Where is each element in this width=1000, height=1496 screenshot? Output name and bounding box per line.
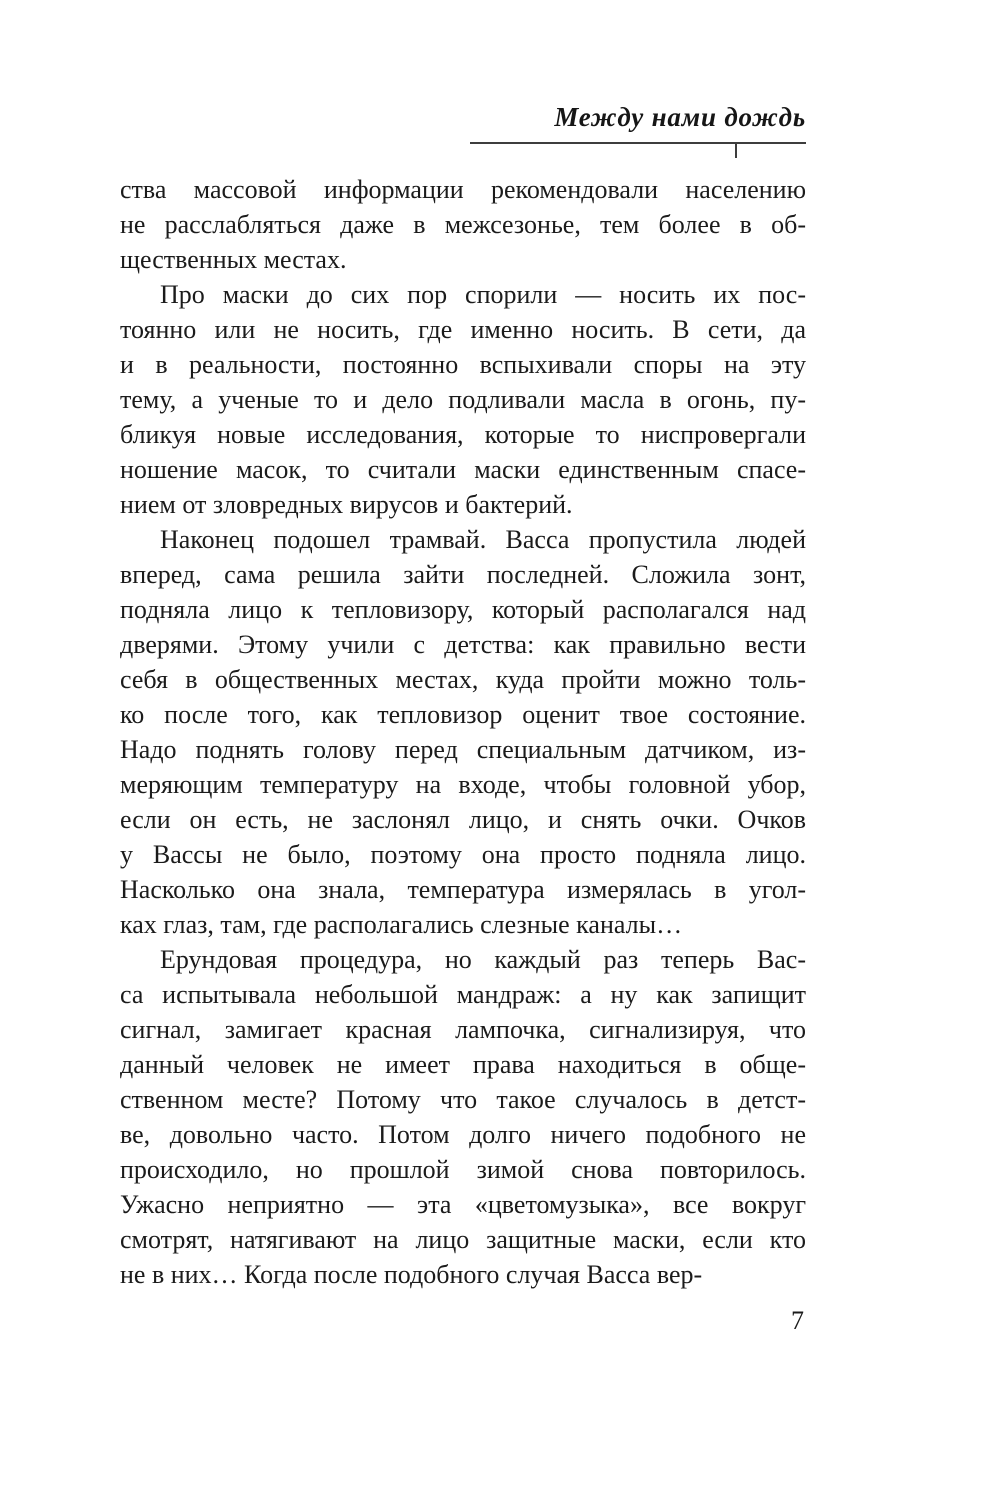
text-line: нием от зловредных вирусов и бактерий. [120, 490, 573, 519]
text-line: бликуя новые исследования, которые то ниспровергали [120, 420, 806, 449]
text-line: данный человек не имеет права находиться в обще- [120, 1050, 806, 1079]
book-title: Между нами дождь [554, 102, 806, 132]
text-line: Насколько она знала, температура измерялась в угол- [120, 875, 806, 904]
text-line: сигнал, замигает красная лампочка, сигнализируя, что [120, 1015, 806, 1044]
paragraph [120, 172, 806, 277]
body-text [120, 172, 806, 1292]
text-line: подняла лицо к тепловизору, который располагался над [120, 595, 806, 624]
text-line: вперед, сама решила зайти последней. Сложила зонт, [120, 560, 806, 589]
text-line: Наконец подошел трамвай. Васса пропустила людей [160, 525, 806, 554]
running-head [120, 102, 806, 160]
text-line: у Вассы не было, поэтому она просто подняла лицо. [120, 840, 806, 869]
text-line: Надо поднять голову перед специальным датчиком, из- [120, 735, 806, 764]
header-rule-tick [735, 144, 738, 158]
text-line: не в них… Когда после подобного случая Васса вер- [120, 1260, 703, 1289]
text-line: ках глаз, там, где располагались слезные каналы… [120, 910, 683, 939]
text-line: себя в общественных местах, куда пройти можно толь- [120, 665, 806, 694]
text-line: тему, а ученые то и дело подливали масла в огонь, пу- [120, 385, 806, 414]
header-rule [470, 142, 806, 160]
text-line: тоянно или не носить, где именно носить. В сети, да [120, 315, 806, 344]
text-line: ственном месте? Потому что такое случалось в детст- [120, 1085, 806, 1114]
text-line: Про маски до сих пор спорили — носить их пос- [160, 280, 806, 309]
text-line: ства массовой информации рекомендовали населению [120, 175, 806, 204]
text-line: ве, довольно часто. Потом долго ничего подобного не [120, 1120, 806, 1149]
page-number: 7 [791, 1306, 804, 1335]
text-line: Ужасно неприятно — эта «цветомузыка», все вокруг [120, 1190, 806, 1219]
text-line: ношение масок, то считали маски единственным спасе- [120, 455, 806, 484]
text-line: дверями. Этому учили с детства: как правильно вести [120, 630, 806, 659]
text-line: ко после того, как тепловизор оценит твое состояние. [120, 700, 806, 729]
text-line: если он есть, не заслонял лицо, и снять очки. Очков [120, 805, 806, 834]
text-line: не расслабляться даже в межсезонье, тем более в об- [120, 210, 806, 239]
text-line: меряющим температуру на входе, чтобы головной убор, [120, 770, 806, 799]
text-line: щественных местах. [120, 245, 347, 274]
text-line: са испытывала небольшой мандраж: а ну как запищит [120, 980, 806, 1009]
text-line: смотрят, натягивают на лицо защитные маски, если кто [120, 1225, 806, 1254]
paragraph [120, 522, 806, 942]
text-line: и в реальности, постоянно вспыхивали споры на эту [120, 350, 806, 379]
paragraph [120, 942, 806, 1292]
text-line: происходило, но прошлой зимой снова повторилось. [120, 1155, 806, 1184]
text-line: Ерундовая процедура, но каждый раз теперь Вас- [160, 945, 806, 974]
paragraph [120, 277, 806, 522]
